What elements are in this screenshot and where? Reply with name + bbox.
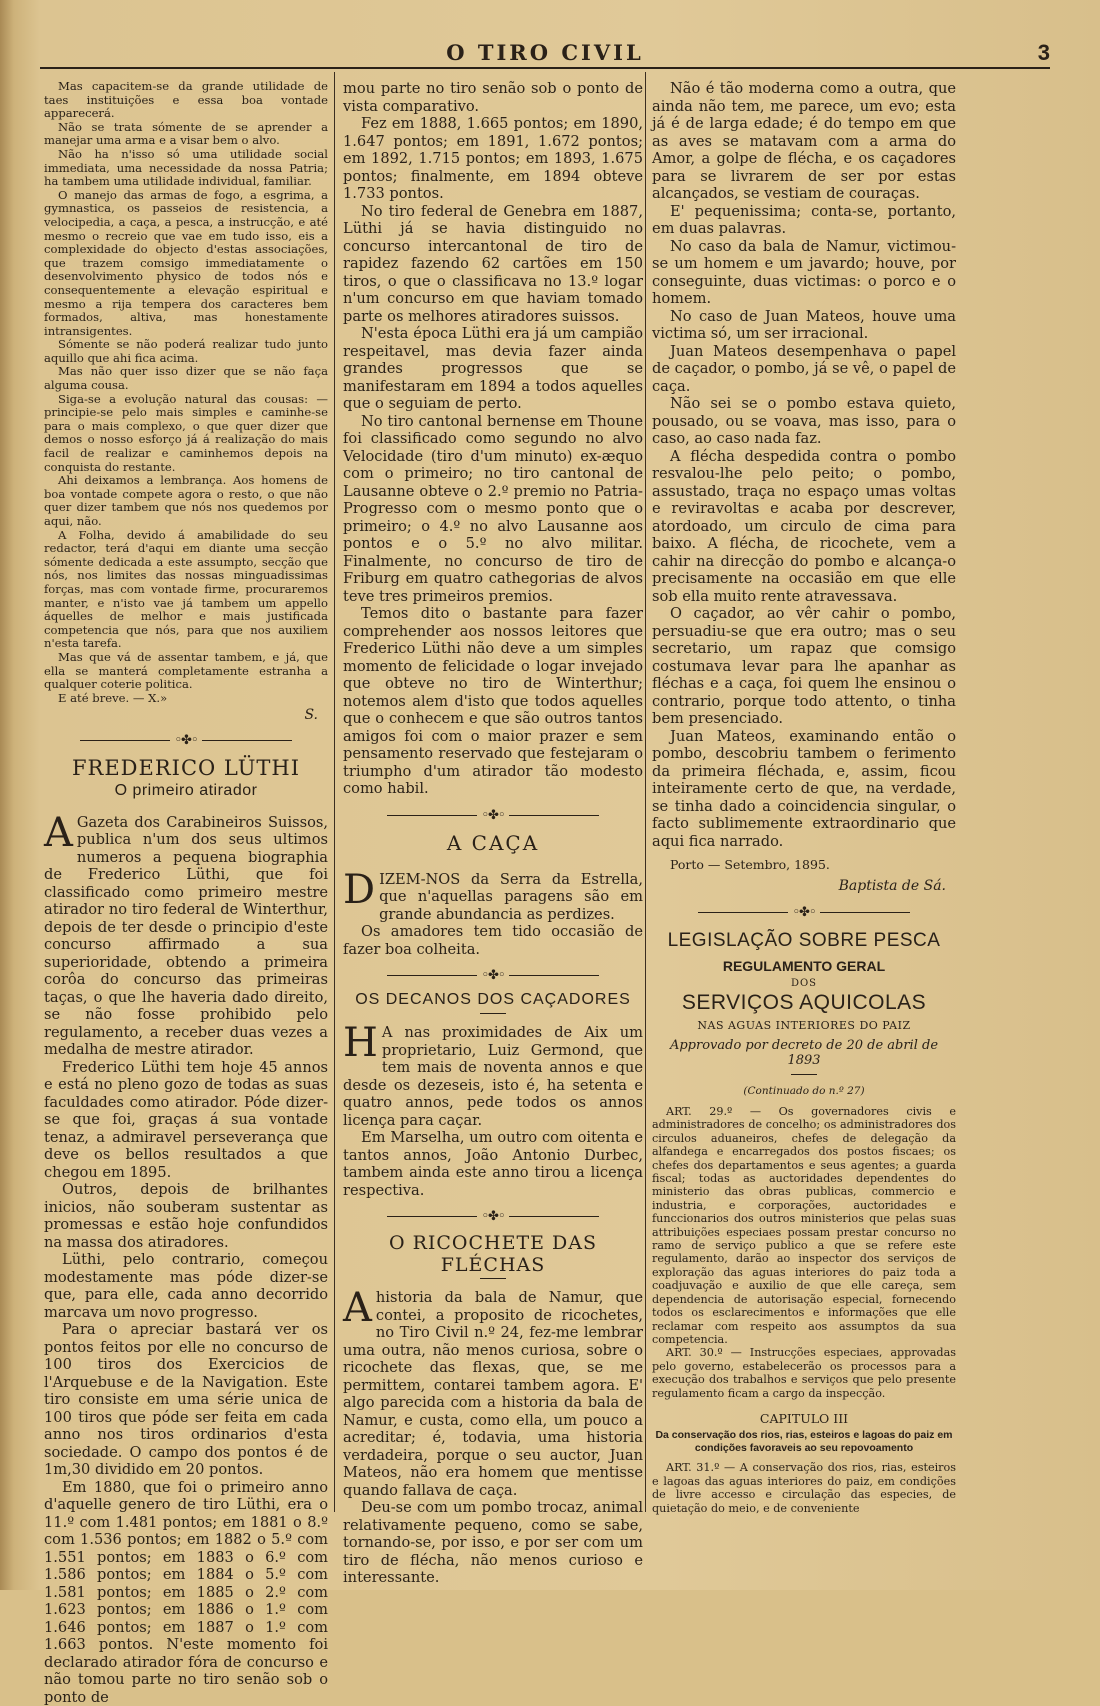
article-body-luthi (44, 809, 328, 1706)
chapter-subheading: Da conservação dos rios, rias, esteiros e lagoas do paiz em condições favoraveis ao seu repovoamento (655, 1429, 953, 1455)
dateline: Porto — Setembro, 1895. (670, 857, 830, 872)
paragraph: Mas que vá de assentar tambem, e já, que ella se manterá completamente estranha a qualquer coterie politica. (44, 649, 328, 692)
paragraph: Siga-se a evolução natural das cousas: — principie-se pelo mais simples e caminhe-se para o mais complexo, o que quer dizer que demos o nosso esforço já á realização do mais facil de realizar e caminhemos depois na conquista do restante. (44, 391, 328, 474)
paragraph: Ahi deixamos a lembrança. Aos homens de boa vontade compete agora o resto, o que não quer dizer tambem que nós nos quedemos por aqui, não. (44, 473, 328, 528)
paragraph: E' pequenissima; conta-se, portanto, em duas palavras. (652, 202, 956, 237)
drop-cap: A (44, 809, 73, 856)
column-3 (652, 80, 956, 1515)
article-31: ART. 31.º — A conservação dos rios, rias, esteiros e lagoas das aguas interiores do paiz, em condições de livre accesso e circulação das especies, de quietação do meio, e de conveniente (652, 1461, 956, 1515)
continuado-note: (Continuado do n.º 27) (743, 1085, 865, 1097)
paragraph: Os amadores tem tido occasião de fazer boa colheita. (343, 923, 643, 958)
paragraph: O caçador, ao vêr cahir o pombo, persuadiu-se que era outro; mas o seu secretario, um rapaz que comsigo costumava levar para lhe apanhar as fléchas e a caça, foi quem lhe ensinou o contrario, porque todo attento, o tinha bem presenciado. (652, 605, 956, 727)
aprovado-line: Approvado por decreto de 20 de abril de 1893 (669, 1038, 939, 1068)
short-rule (480, 1278, 506, 1279)
signature: S. (304, 707, 318, 724)
paragraph: Em Marselha, um outro com oitenta e tantos annos, João Antonio Durbec, tambem ainda este anno tirou a licença respectiva. (343, 1129, 643, 1199)
paragraph: Lüthi, pelo contrario, começou modestamente mas póde dizer-se que, para elle, cada anno decorrido marcava um novo progresso. (44, 1251, 328, 1321)
article-body-luthi-cont (343, 80, 643, 798)
regulation-body (652, 1105, 956, 1515)
paragraph: A Folha, devido á amabilidade do seu redactor, terá d'aqui em diante uma secção sómente dedicada a este assumpto, secção que nós, nos limites das nossas minguadissimas forças, mas com vontade firme, procuraremos manter, e n'isto vae já tambem um appello áquelles de melhor e mais justificada competencia que nós, para que nos auxiliem n'esta tarefa. (44, 527, 328, 651)
paragraph: No caso da bala de Namur, victimou-se um homem e um javardo; houve, por conseguinte, duas victimas: o porco e o homem. (652, 237, 956, 307)
aguas-heading: NAS AGUAS INTERIORES DO PAIZ (697, 1019, 911, 1032)
article-30: ART. 30.º — Instrucções especiaes, approvadas pelo governo, estabelecerão os processos para a execução dos trabalhos e serviços que pelo presente regulamento ficam a cargo da inspecção. (652, 1346, 956, 1400)
paragraph: Deu-se com um pombo trocaz, animal relativamente pequeno, como se sabe, tornando-se, por isso, e por ser com um tiro de flécha, não menos curioso e interessante. (343, 1499, 643, 1586)
article-title-caca: A CAÇA (446, 830, 540, 855)
signature: Baptista de Sá. (838, 877, 946, 894)
paragraph: Não se trata sómente de se aprender a manejar uma arma e a visar bem o alvo. (44, 119, 328, 148)
column-2 (343, 80, 643, 1587)
paragraph: Frederico Lüthi tem hoje 45 annos e está no pleno gozo de todas as suas faculdades como atirador. Póde dizer-se que foi, graças á sua vontade tenaz, a admiravel perseverança que deve os bellos resultados a que chegou em 1895. (44, 1058, 328, 1181)
paragraph: Juan Mateos, examinando então o pombo, descobriu tambem o ferimento da primeira fléchada, e, assim, ficou inteiramente certo de que, na verdade, se tinha dado a coincidencia singular, o facto sublimemente extraordinario que aqui fica narrado. (652, 727, 956, 850)
dos-heading: DOS (790, 978, 818, 989)
article-title-ricochete: O RICOCHETE DAS FLÉCHAS (388, 1232, 598, 1276)
article-body-ricochete-cont (652, 80, 956, 895)
paragraph: E até breve. — X.» (58, 690, 168, 705)
article-title-luthi: FREDERICO LÜTHI (71, 755, 301, 780)
article-body-decanos (343, 1020, 643, 1199)
paragraph: A nas proximidades de Aix um proprietario, Luiz Germond, que tem mais de noventa annos e que desde os dezeseis, isto é, ha setenta e quatro annos, pede todos os annos licença para caçar. (343, 1024, 643, 1129)
column-divider-1 (334, 72, 335, 1512)
paragraph: IZEM-NOS da Serra da Estrella, que n'aquellas paragens são em grande abundancia as perdizes. (379, 870, 643, 923)
short-rule (791, 1074, 817, 1075)
article-title-decanos: OS DECANOS DOS CAÇADORES (355, 991, 631, 1008)
ornament-divider: ◦✤◦ (343, 968, 643, 983)
paragraph: A flécha despedida contra o pombo resvalou-lhe pelo peito; o pombo, assustado, traça no espaço umas voltas e reviravoltas e acaba por descrever, atordoado, um circulo de cima para baixo. A flécha, de ricochete, vem a cahir na direcção do pombo e alcança-o precisamente na occasião em que elle sob ella muito rente atravessava. (652, 447, 956, 605)
masthead (30, 40, 1060, 66)
drop-cap: H (343, 1020, 378, 1066)
ornament-divider: ◦✤◦ (343, 808, 643, 823)
column-1 (44, 80, 328, 1706)
paragraph: Mas não quer isso dizer que se não faça alguma cousa. (44, 364, 328, 393)
paragraph: Sómente se não poderá realizar tudo junto aquillo que ahi fica acima. (44, 337, 328, 365)
article-continuation (44, 80, 328, 723)
article-subtitle-luthi: O primeiro atirador (114, 781, 258, 799)
paragraph: O manejo das armas de fogo, a esgrima, a gymnastica, os passeios de resistencia, a velocipedia, a caça, a pesca, a instrucção, e até mesmo o recreio que vae em tudo isso, eis a complexidade do objecto d'estas associações, que trazem comsigo immediatamente o desenvolvimento physico de todos nós e consequentemente a elevação espiritual e mesmo a rija tempera dos caracteres bem formados, altiva, mas honestamente intransigentes. (44, 187, 328, 338)
paragraph: No tiro federal de Genebra em 1887, Lüthi já se havia distinguido no concurso intercantonal de tiro de rapidez fazendo 62 cartões em 150 tiros, o que o classificava no 13.º logar n'um concurso em que haviam tomado parte os melhores atiradores suissos. (343, 202, 643, 325)
paragraph: Fez em 1888, 1.665 pontos; em 1890, 1.647 pontos; em 1891, 1.672 pontos; em 1892, 1.715 pontos; em 1893, 1.675 pontos; finalmente, em 1894 obteve 1.733 pontos. (343, 115, 643, 202)
article-29: ART. 29.º — Os governadores civis e administradores de concelho; os administradores dos circulos aduaneiros, chefes de delegação da alfandega e encarregados dos postos fiscaes; os chefes dos departamentos e seus agentes; a guarda fiscal; todas as auctoridades dependentes do ministerio das obras publicas, commercio e industria, e corporações, auctoridades e funccionarios dos outros ministerios que pelas suas attribuições especiaes possam prestar concurso no ramo de serviço publico a que se refere este regulamento, darão ao inspector dos serviços de exploração das aguas interiores do paiz toda a coadjuvação e auxilio de que elle careça, sem dependencia de autorisação especial, fornecendo todos os esclarecimentos e informações que elle reclamar com respeito aos assumptos da sua competencia. (652, 1105, 956, 1346)
newspaper-title: O TIRO CIVIL (446, 40, 644, 65)
article-body-caca (343, 866, 643, 959)
paragraph: No tiro cantonal bernense em Thoune foi classificado como segundo no alvo Velocidade (tiro d'um minuto) ex-æquo com o primeiro; no tiro cantonal de Lausanne obteve o 2.º premio no Patria-Progresso com o mesmo ponto que o primeiro; o 4.º no alvo Lausanne aos pontos e o 5.º no alvo militar. Finalmente, no concurso de tiro de Friburg em quatro cathegorias de alvos teve tres primeiros premios. (343, 412, 643, 605)
paragraph: historia da bala de Namur, que contei, a proposito de ricochetes, no Tiro Civil n.º 24, fez-me lembrar uma outra, não menos curiosa, sobre o ricochete das flexas, que, se me permittem, contarei tambem agora. E' algo parecida com a historia da bala de Namur, e custa, como ella, um pouco a acreditar; é, todavia, uma historia verdadeira, porque o seu auctor, Juan Mateos, não era homem que mentisse quando fallava de caça. (343, 1289, 643, 1499)
paragraph: Temos dito o bastante para fazer comprehender aos nossos leitores que Frederico Lüthi não deve a um simples momento de felicidade o logar invejado que obteve no tiro de Winterthur; notemos alem d'isto que todos aquelles que o conhecem e que são outros tantos amigos foi com o maior prazer e sem pensamento reservado que festejaram o triumpho d'um atirador tão modesto como habil. (343, 605, 643, 797)
ornament-divider: ◦✤◦ (44, 733, 328, 748)
regulamento-heading: REGULAMENTO GERAL (722, 958, 886, 974)
paragraph: Não ha n'isso só uma utilidade social immediata, uma necessidade da nossa Patria; ha tambem uma utilidade individual, familiar. (44, 146, 328, 189)
ornament-divider: ◦✤◦ (343, 1209, 643, 1224)
paragraph: Outros, depois de brilhantes inicios, não souberam sustentar as promessas e estão hoje confundidos na massa dos atiradores. (44, 1181, 328, 1251)
paragraph: Não sei se o pombo estava quieto, pousado, ou se voava, mas isso, para o caso, ao caso nada faz. (652, 395, 956, 447)
section-title-legislacao: LEGISLAÇÃO SOBRE PESCA (667, 930, 941, 951)
paragraph: No caso de Juan Mateos, houve uma victima só, um ser irracional. (652, 307, 956, 342)
servicos-heading: SERVIÇOS AQUICOLAS (681, 991, 927, 1014)
paragraph: Em 1880, que foi o primeiro anno d'aquelle genero de tiro Lüthi, era o 11.º com 1.481 pontos; em 1881 o 8.º com 1.536 pontos; em 1882 o 5.º com 1.551 pontos; em 1883 o 6.º com 1.586 pontos; em 1884 o 5.º com 1.581 pontos; em 1885 o 2.º com 1.623 pontos; em 1886 o 1.º com 1.646 pontos; em 1887 o 1.º com 1.663 pontos. N'este momento foi declarado atirador fóra de concurso e não tomou parte no tiro senão sob o ponto de (44, 1478, 328, 1706)
paragraph: Juan Mateos desempenhava o papel de caçador, o pombo, já se vê, o papel de caça. (652, 342, 956, 395)
article-body-ricochete (343, 1285, 643, 1587)
ornament-divider: ◦✤◦ (652, 905, 956, 920)
column-divider-2 (645, 72, 646, 1512)
paragraph: Não é tão moderna como a outra, que ainda não tem, me parece, um evo; esta já é de larga edade; é do tempo em que as aves se matavam com a arma do Amor, a golpe de flécha, e os caçadores para se livrarem de ser por estas alcançados, se vestiam de couraças. (652, 80, 956, 202)
paragraph: mou parte no tiro senão sob o ponto de vista comparativo. (343, 80, 643, 115)
paragraph: N'esta época Lüthi era já um campião respeitavel, mas devia fazer ainda grandes progressos que se manifestaram em 1894 a todos aquelles que o seguiam de perto. (343, 325, 643, 412)
header-rule (40, 67, 1050, 69)
chapter-heading: CAPITULO III (759, 1410, 849, 1426)
paragraph: Mas capacitem-se da grande utilidade de taes instituições e essa boa vontade apparecerá. (44, 79, 328, 121)
page-number: 3 (1037, 40, 1050, 65)
paragraph: Para o apreciar bastará ver os pontos feitos por elle no concurso de 100 tiros dos Exercicios de l'Arquebuse e de la Navigation. Este tiro consiste em uma série unica de 100 tiros que póde ser feita em cada anno nos tiros ordinarios d'esta sociedade. O campo dos pontos é de 1m,30 dividido em 20 pontos. (44, 1321, 328, 1479)
paragraph: Gazeta dos Carabineiros Suissos, publica n'um dos seus ultimos numeros a pequena biographia de Frederico Lüthi, que foi classificado como primeiro mestre atirador no tiro federal de Winterthur, depois de ter desde o principio d'este concurso affirmado a sua superioridade, obtendo a primeira corôa do concurso das primeiras taças, o que lhe haveria dado direito, se não fosse prohibido pelo regulamento, a receber duas vezes a medalha de mestre atirador. (44, 813, 328, 1059)
drop-cap: A (343, 1285, 372, 1331)
drop-cap: D (343, 866, 376, 913)
short-rule (480, 1013, 506, 1014)
